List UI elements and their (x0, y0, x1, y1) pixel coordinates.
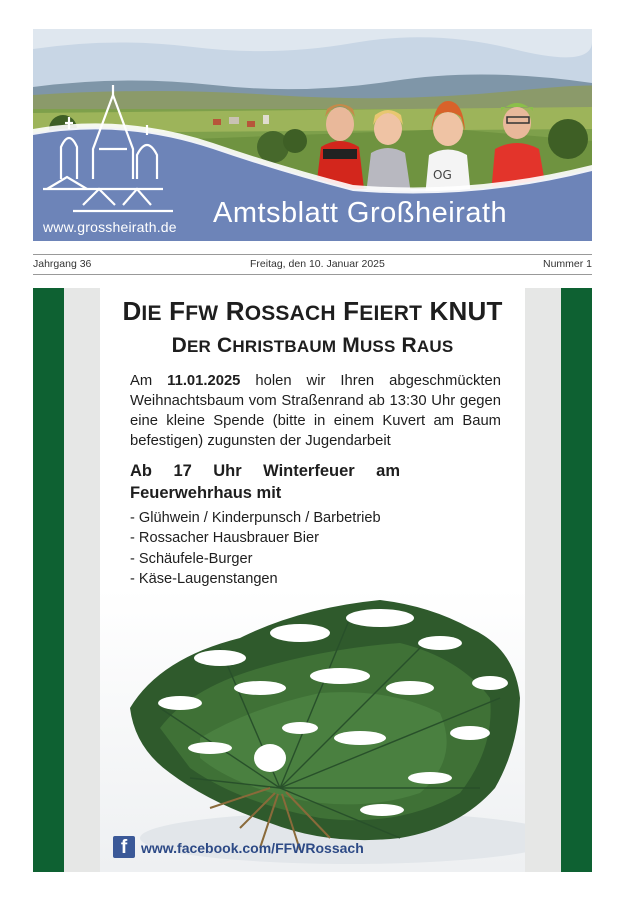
fire-word: Ab (130, 462, 152, 480)
fire-word: Uhr (213, 462, 242, 480)
list-item: - Glühwein / Kinderpunsch / Barbetrieb (130, 510, 381, 526)
fire-word: am (376, 462, 400, 480)
fire-line-2: Feuerwehrhaus mit (130, 484, 282, 502)
newspaper-title: Amtsblatt Großheirath (213, 197, 508, 229)
green-stripe-right (561, 288, 592, 872)
headline-prefix: DIE FFW ROSSACH FEIERT (122, 296, 423, 326)
intro-text: holen wir Ihren abgeschmückten Weihnachtsbaum vom Straßenrand ab 13:30 Uhr gegen eine kleine Spende (bitte in einem Kuvert am Baum befestigen) zugunsten der Jugendarbeit (130, 373, 501, 449)
flyer-headline (100, 296, 525, 327)
intro-lead: Am (130, 373, 153, 389)
intro-date: 11.01.2025 (167, 373, 241, 389)
flyer-subheadline (100, 334, 525, 358)
flyer-content (100, 288, 525, 872)
header-banner (33, 29, 592, 241)
snowy-christmas-tree-image (100, 588, 525, 872)
fire-word: 17 (173, 462, 192, 480)
list-item: - Käse-Laugenstangen (130, 570, 278, 587)
facebook-icon: f (113, 836, 135, 858)
event-flyer (33, 288, 592, 872)
green-stripe-left (33, 288, 64, 872)
facebook-url[interactable]: www.facebook.com/FFWRossach (141, 840, 364, 856)
headline-emphasis: KNUT (429, 296, 503, 326)
svg-text:OG: OG (433, 168, 452, 182)
winterfeuer-heading (130, 460, 400, 504)
list-item: - Schäufele-Burger (130, 550, 253, 567)
list-item: - Rossacher Hausbrauer Bier (130, 530, 319, 547)
website-link[interactable]: www.grossheirath.de (43, 219, 177, 235)
issue-date: Freitag, den 10. Januar 2025 (250, 258, 385, 270)
issue-number: Nummer 1 (542, 258, 592, 270)
issue-volume: Jahrgang 36 (33, 258, 92, 270)
intro-paragraph (130, 371, 501, 451)
issue-info-bar (33, 254, 592, 275)
fire-word: Winterfeuer (263, 462, 355, 480)
subheadline-text: DER CHRISTBAUM MUSS RAUS (171, 334, 454, 357)
